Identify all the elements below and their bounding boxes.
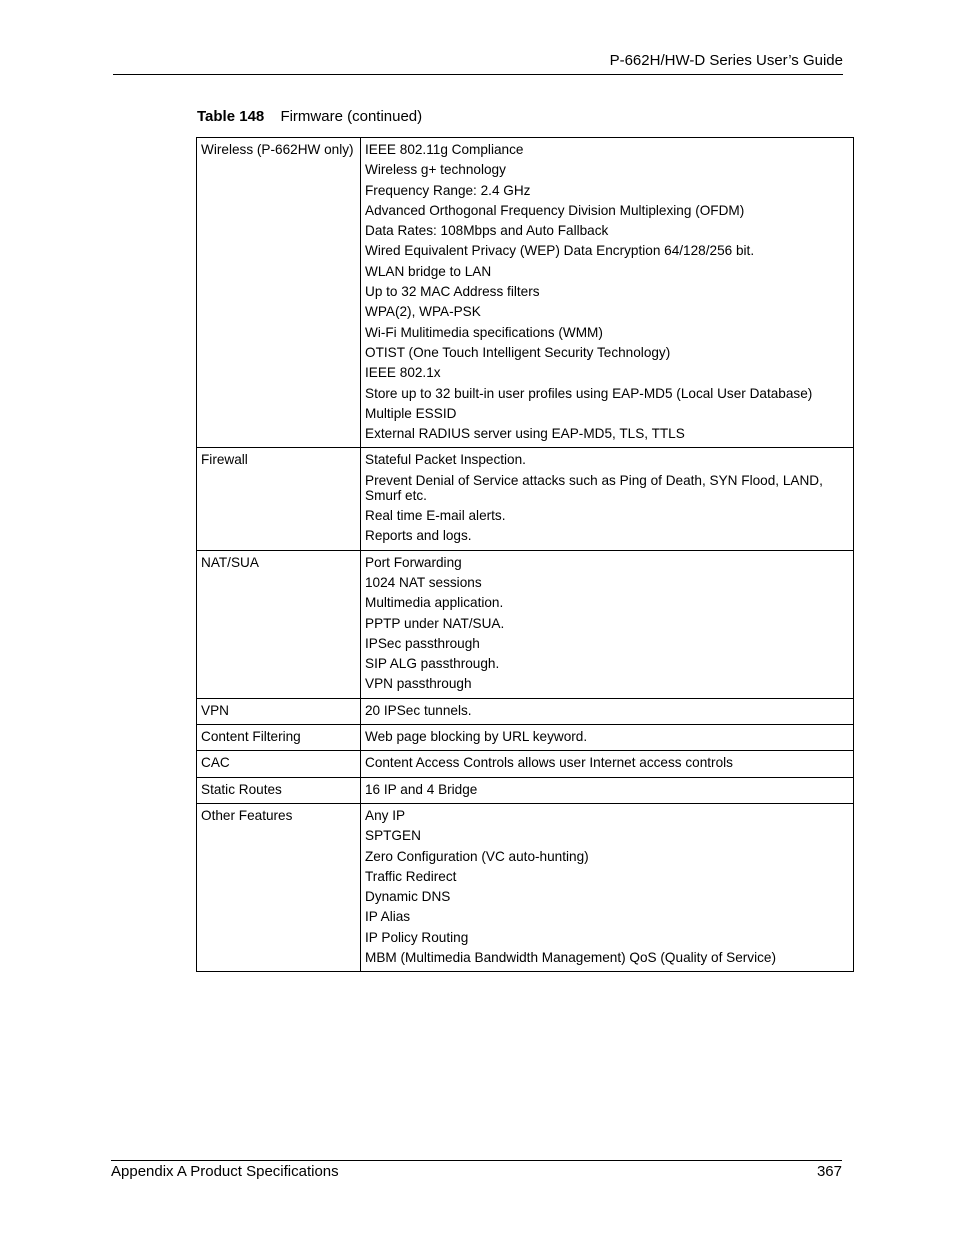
- feature-detail-item: Port Forwarding: [365, 554, 462, 570]
- feature-detail-item: 1024 NAT sessions: [365, 574, 482, 590]
- feature-detail-item: Prevent Denial of Service attacks such as Ping of Death, SYN Flood, LAND, Smurf etc.: [365, 472, 823, 503]
- feature-detail-item: Store up to 32 built-in user profiles using EAP-MD5 (Local User Database): [365, 385, 813, 401]
- feature-name-cell: Other Features: [197, 803, 361, 971]
- page-number: 367: [816, 1163, 842, 1180]
- firmware-table: [196, 137, 854, 972]
- feature-detail-item: Real time E-mail alerts.: [365, 508, 506, 524]
- feature-detail-item: IP Alias: [365, 909, 411, 925]
- table-row: [197, 138, 854, 448]
- feature-details-cell: [361, 751, 854, 777]
- feature-details-cell: [361, 698, 854, 724]
- feature-detail-item: SPTGEN: [365, 828, 421, 844]
- feature-detail-item: IPSec passthrough: [365, 635, 480, 651]
- feature-detail-item: VPN passthrough: [365, 676, 472, 692]
- feature-detail-item: Up to 32 MAC Address filters: [365, 284, 540, 300]
- table-row: [197, 698, 854, 724]
- feature-detail-item: Zero Configuration (VC auto-hunting): [365, 848, 589, 864]
- feature-details-cell: [361, 550, 854, 698]
- feature-detail-item: Advanced Orthogonal Frequency Division Multiplexing (OFDM): [365, 202, 745, 218]
- feature-detail-item: Multimedia application.: [365, 595, 504, 611]
- feature-name-cell: VPN: [197, 698, 361, 724]
- feature-details-cell: [361, 803, 854, 971]
- feature-details-cell: [361, 777, 854, 803]
- footer-section: Appendix A Product Specifications: [111, 1163, 339, 1180]
- table-caption: [197, 108, 422, 125]
- feature-name-cell: Static Routes: [197, 777, 361, 803]
- feature-detail-item: Wired Equivalent Privacy (WEP) Data Encryption 64/128/256 bit.: [365, 243, 755, 259]
- feature-detail-item: Stateful Packet Inspection.: [365, 452, 526, 468]
- feature-detail-item: SIP ALG passthrough.: [365, 656, 500, 672]
- guide-title: P-662H/HW-D Series User’s Guide: [609, 52, 843, 69]
- table-title: Firmware (continued): [280, 108, 423, 125]
- feature-detail-item: Traffic Redirect: [365, 868, 457, 884]
- feature-details-cell: [361, 448, 854, 550]
- feature-detail-item: Any IP: [365, 807, 406, 823]
- table-row: [197, 448, 854, 550]
- feature-name-cell: NAT/SUA: [197, 550, 361, 698]
- feature-detail-item: Wireless g+ technology: [365, 162, 506, 178]
- firmware-table-body: [197, 138, 854, 972]
- feature-detail-item: IEEE 802.11g Compliance: [365, 142, 524, 157]
- feature-detail-item: Content Access Controls allows user Internet access controls: [365, 755, 733, 771]
- feature-name-cell: Content Filtering: [197, 725, 361, 751]
- feature-name-cell: Firewall: [197, 448, 361, 550]
- feature-detail-item: Web page blocking by URL keyword.: [365, 729, 588, 745]
- feature-name-cell: Wireless (P-662HW only): [197, 138, 361, 448]
- feature-detail-item: IP Policy Routing: [365, 929, 469, 945]
- feature-detail-item: OTIST (One Touch Intelligent Security Technology): [365, 344, 671, 360]
- page-header: [113, 50, 843, 75]
- feature-detail-item: PPTP under NAT/SUA.: [365, 615, 505, 631]
- feature-detail-item: 20 IPSec tunnels.: [365, 702, 472, 718]
- table-row: [197, 777, 854, 803]
- feature-detail-item: Reports and logs.: [365, 528, 472, 544]
- page-footer: [111, 1160, 842, 1185]
- feature-detail-item: Dynamic DNS: [365, 889, 451, 905]
- table-row: [197, 751, 854, 777]
- table-number: Table 148: [197, 108, 265, 125]
- feature-detail-item: WLAN bridge to LAN: [365, 263, 492, 279]
- feature-details-cell: [361, 725, 854, 751]
- feature-detail-item: Frequency Range: 2.4 GHz: [365, 182, 531, 198]
- table-row: [197, 725, 854, 751]
- feature-detail-item: Data Rates: 108Mbps and Auto Fallback: [365, 223, 609, 239]
- feature-detail-item: IEEE 802.1x: [365, 365, 441, 381]
- feature-details-cell: [361, 138, 854, 448]
- table-row: [197, 550, 854, 698]
- feature-name-cell: CAC: [197, 751, 361, 777]
- feature-detail-item: WPA(2), WPA-PSK: [365, 304, 481, 320]
- feature-detail-item: Multiple ESSID: [365, 405, 457, 421]
- table-row: [197, 803, 854, 971]
- feature-detail-item: Wi-Fi Mulitimedia specifications (WMM): [365, 324, 603, 340]
- feature-detail-item: External RADIUS server using EAP-MD5, TLS, TTLS: [365, 426, 685, 442]
- feature-detail-item: 16 IP and 4 Bridge: [365, 781, 478, 797]
- feature-detail-item: MBM (Multimedia Bandwidth Management) QoS (Quality of Service): [365, 949, 776, 965]
